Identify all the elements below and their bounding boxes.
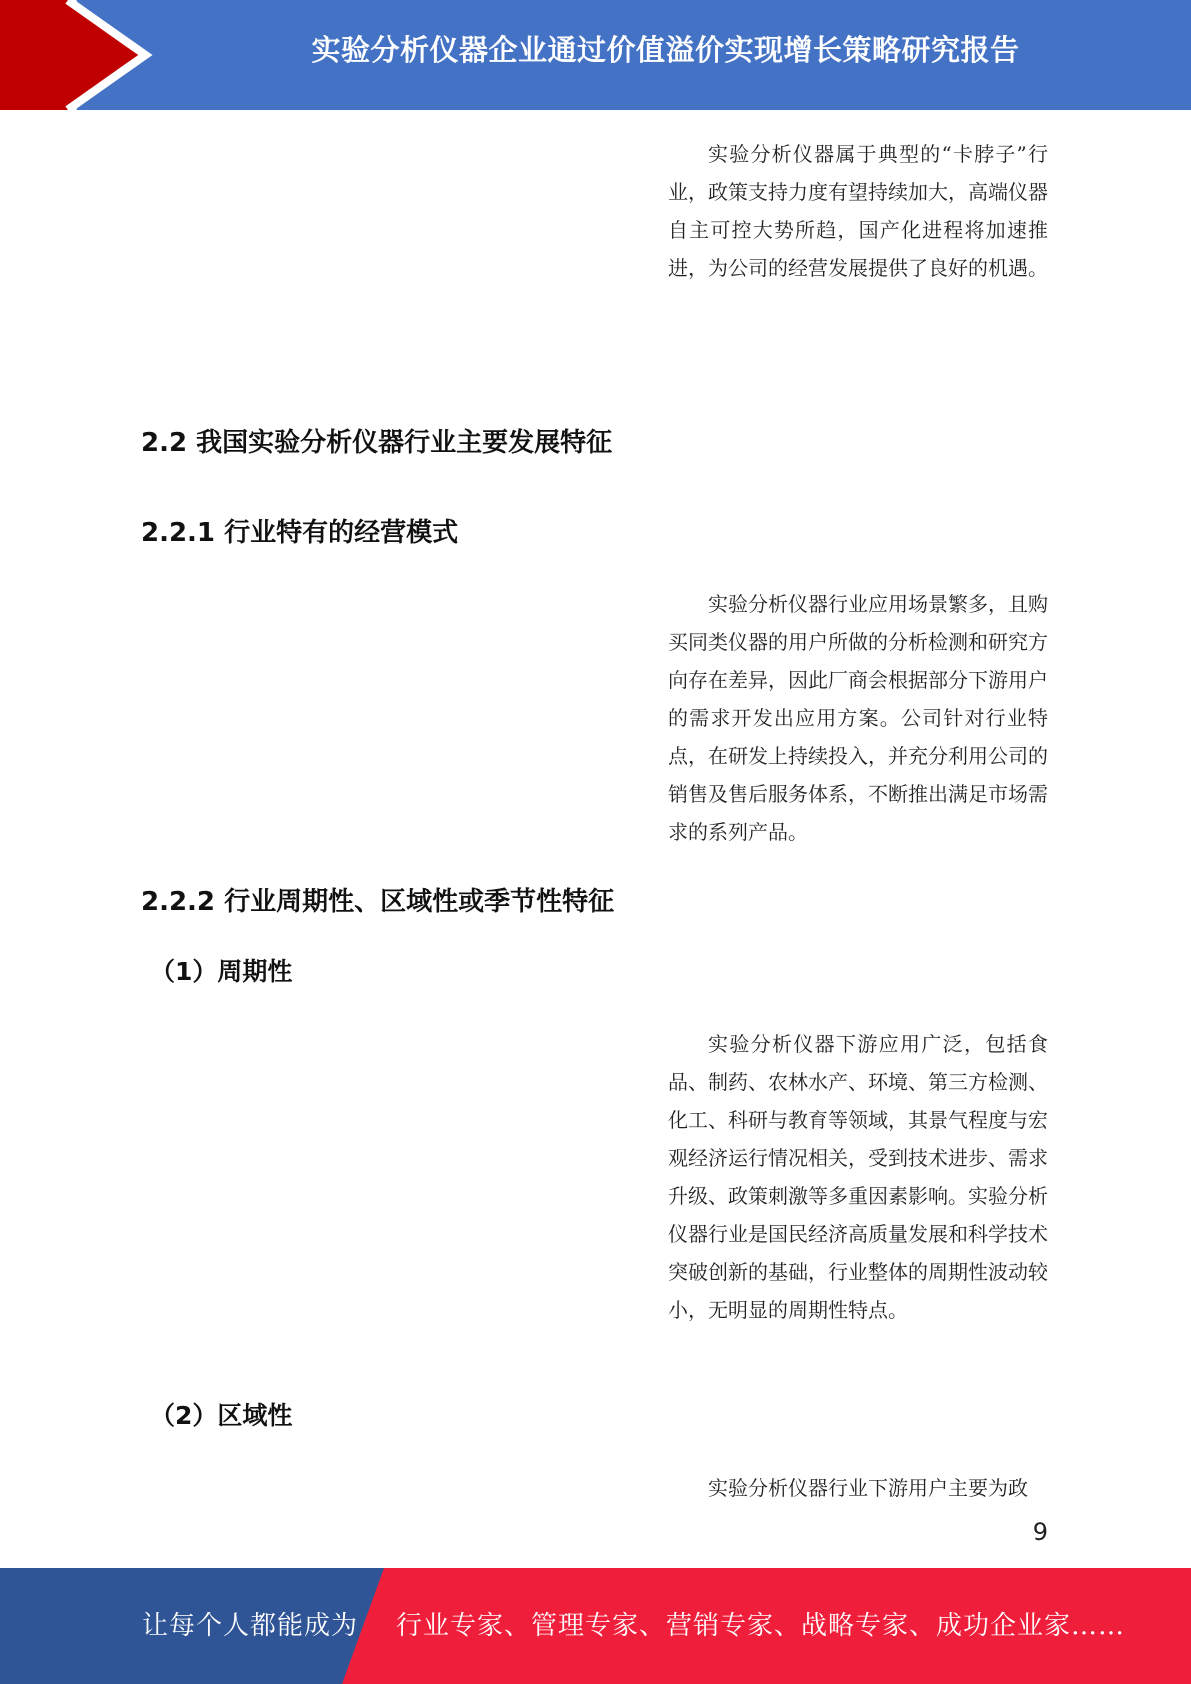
subheading-regionality: （2）区域性 <box>150 1401 293 1430</box>
page-number: 9 <box>1032 1518 1048 1546</box>
footer-slogan-right: 行业专家、管理专家、营销专家、战略专家、成功企业家…… <box>396 1611 1126 1641</box>
paragraph-regionality: 实验分析仪器行业下游用户主要为政 <box>708 1476 1028 1500</box>
subheading-cyclicality: （1）周期性 <box>150 957 293 986</box>
paragraph-business-model: 实验分析仪器行业应用场景繁多，且购买同类仪器的用户所做的分析检测和研究方向存在差异，因此厂商会根据部分下游用户的需求开发出应用方案。公司针对行业特点，在研发上持续投入，并充分利用公司的销售及售后服务体系，不断推出满足市场需求的系列产品。 <box>668 592 1048 844</box>
section-heading-2-2-1: 2.2.1 行业特有的经营模式 <box>141 518 459 548</box>
report-title: 实验分析仪器企业通过价值溢价实现增长策略研究报告 <box>311 33 1020 67</box>
paragraph-policy-support: 实验分析仪器属于典型的“卡脖子”行业，政策支持力度有望持续加大，高端仪器自主可控大势所趋，国产化进程将加速推进，为公司的经营发展提供了良好的机遇。 <box>668 142 1048 280</box>
section-heading-2-2: 2.2 我国实验分析仪器行业主要发展特征 <box>141 428 613 458</box>
page-footer <box>0 1568 1191 1684</box>
footer-slogan-left: 让每个人都能成为 <box>142 1611 359 1641</box>
paragraph-cyclicality: 实验分析仪器下游应用广泛，包括食品、制药、农林水产、环境、第三方检测、化工、科研与教育等领域，其景气程度与宏观经济运行情况相关，受到技术进步、需求升级、政策刺激等多重因素影响。实验分析仪器行业是国民经济高质量发展和科学技术突破创新的基础，行业整体的周期性波动较小，无明显的周期性特点。 <box>668 1032 1048 1322</box>
section-heading-2-2-2: 2.2.2 行业周期性、区域性或季节性特征 <box>141 887 615 917</box>
page-header <box>0 0 1191 110</box>
